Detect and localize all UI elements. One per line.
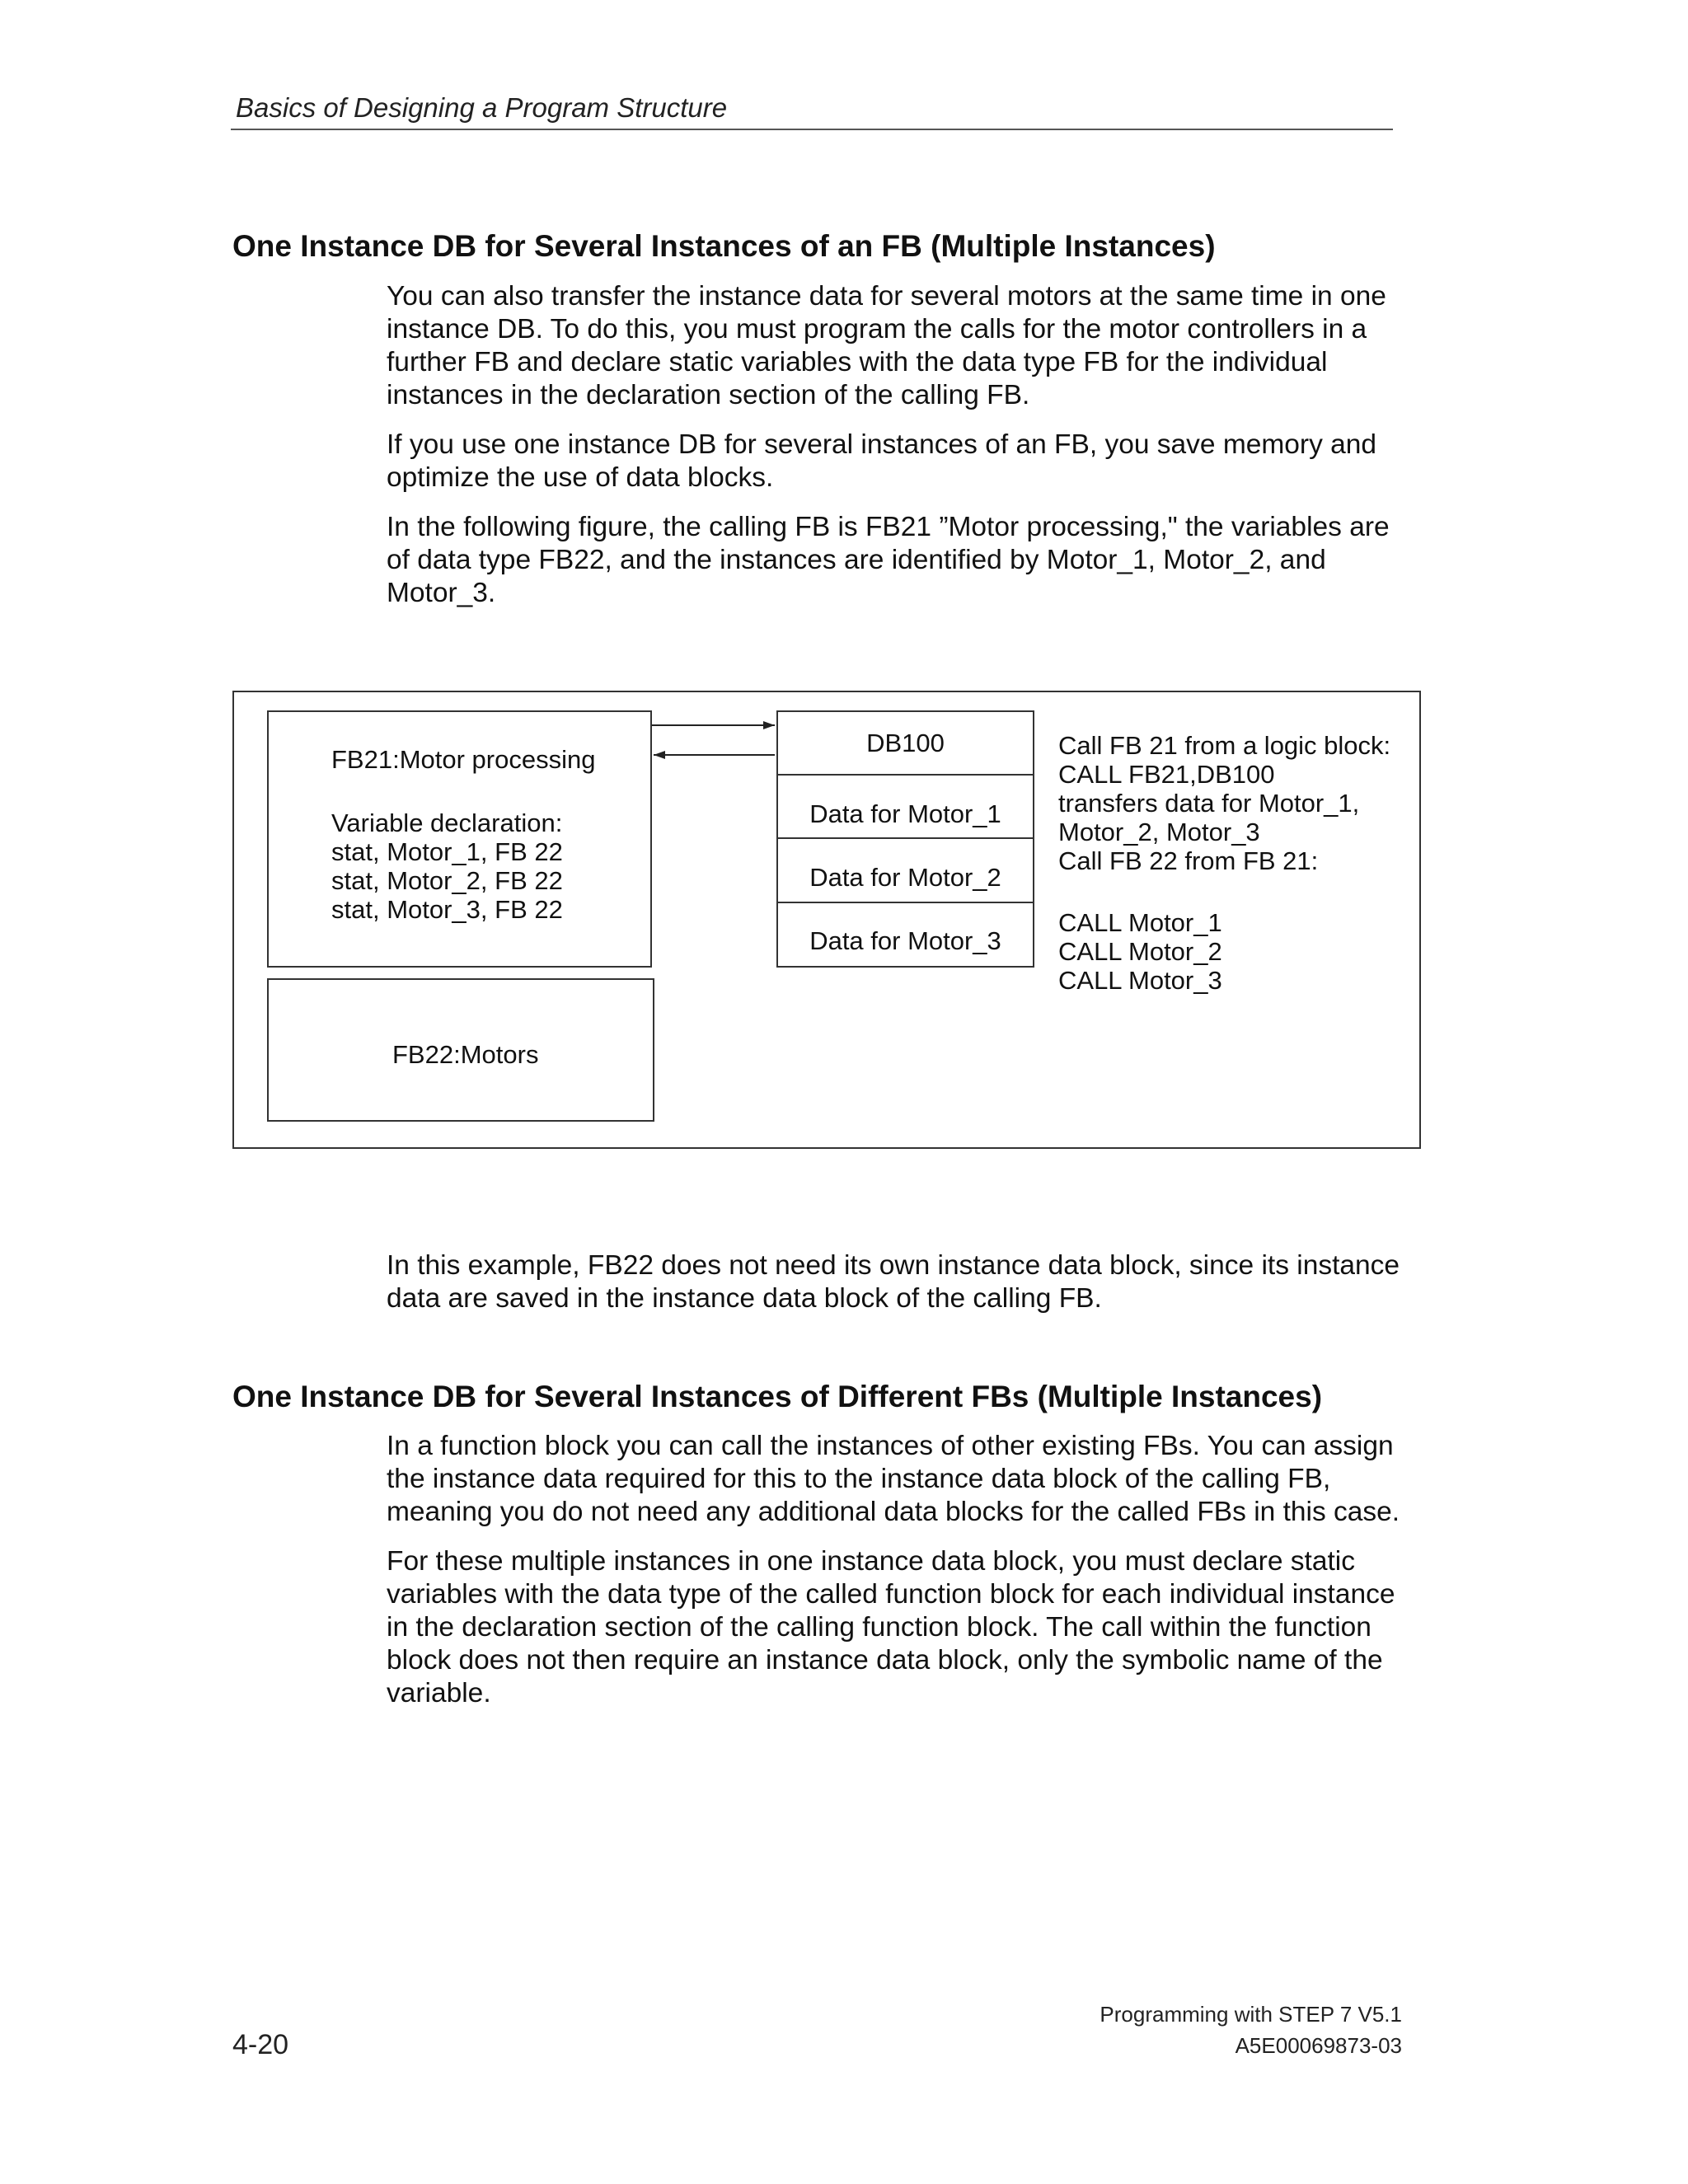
db100-divider xyxy=(778,774,1033,776)
fb22-box xyxy=(267,978,654,1122)
db100-divider xyxy=(778,837,1033,839)
call-note-line: Call FB 22 from FB 21: xyxy=(1058,846,1319,875)
arrow-to-fb21-head xyxy=(654,751,665,759)
call-note-line: CALL Motor_2 xyxy=(1058,937,1222,966)
fb21-declaration-line: stat, Motor_2, FB 22 xyxy=(331,866,563,895)
fb21-title: FB21:Motor processing xyxy=(331,745,596,774)
fb21-declaration-line: stat, Motor_3, FB 22 xyxy=(331,895,563,924)
db100-box xyxy=(776,710,1034,968)
call-note-line: Call FB 21 from a logic block: xyxy=(1058,731,1391,760)
footer-doc-title: Programming with STEP 7 V5.1 xyxy=(1100,2002,1402,2027)
fb21-box xyxy=(267,710,652,968)
section1-paragraph-2: If you use one instance DB for several instances of an FB, you save memory and optimize the use of data blocks. xyxy=(387,429,1377,493)
section1-paragraph-1: You can also transfer the instance data for several motors at the same time in one instance DB. To do this, you must program the calls for the motor controllers in a further FB and declare static variables with the data type FB for the individual instances in the declaration section of the calling FB. xyxy=(387,281,1386,410)
call-note-line: CALL Motor_1 xyxy=(1058,908,1222,937)
call-note-line: Motor_2, Motor_3 xyxy=(1058,818,1260,846)
fb21-declaration-line: Variable declaration: xyxy=(331,808,563,837)
call-note-line: CALL Motor_3 xyxy=(1058,966,1222,995)
section2-paragraph-2: For these multiple instances in one instance data block, you must declare static variables with the data type of the called function block for each individual instance in the declaration section of the calling function block. The call within the function block does not then require an instance data block, only the symbolic name of the variable. xyxy=(387,1546,1395,1708)
section1-paragraph-4: In this example, FB22 does not need its own instance data block, since its instance data are saved in the instance data block of the calling FB. xyxy=(387,1250,1400,1314)
call-note-line: transfers data for Motor_1, xyxy=(1058,789,1360,818)
db100-row: Data for Motor_1 xyxy=(809,799,1001,828)
page-number: 4-20 xyxy=(232,2029,289,2060)
running-header xyxy=(231,92,1393,130)
fb21-declaration-line: stat, Motor_1, FB 22 xyxy=(331,837,563,866)
section2-heading: One Instance DB for Several Instances of Different FBs (Multiple Instances) xyxy=(232,1380,1323,1413)
running-header-title: Basics of Designing a Program Structure xyxy=(236,92,728,123)
db100-divider xyxy=(778,902,1033,903)
fb22-title: FB22:Motors xyxy=(392,1040,539,1069)
section1-paragraph-3: In the following figure, the calling FB is FB21 ”Motor processing," the variables are of data type FB22, and the instances are identified by Motor_1, Motor_2, and Motor_3. xyxy=(387,512,1390,608)
call-note-line: CALL FB21,DB100 xyxy=(1058,760,1275,789)
arrow-to-db100-head xyxy=(763,721,775,729)
db100-row: Data for Motor_2 xyxy=(809,863,1001,892)
section1-heading: One Instance DB for Several Instances of an FB (Multiple Instances) xyxy=(232,229,1216,263)
db100-row: Data for Motor_3 xyxy=(809,926,1001,955)
footer-doc-number: A5E00069873-03 xyxy=(1235,2033,1402,2058)
section2-paragraph-1: In a function block you can call the instances of other existing FBs. You can assign the instance data required for this to the instance data block of the calling FB, meaning you do not need any additional data blocks for the called FBs in this case. xyxy=(387,1431,1400,1527)
db100-title: DB100 xyxy=(866,729,945,757)
multiple-instance-figure xyxy=(232,691,1421,1149)
